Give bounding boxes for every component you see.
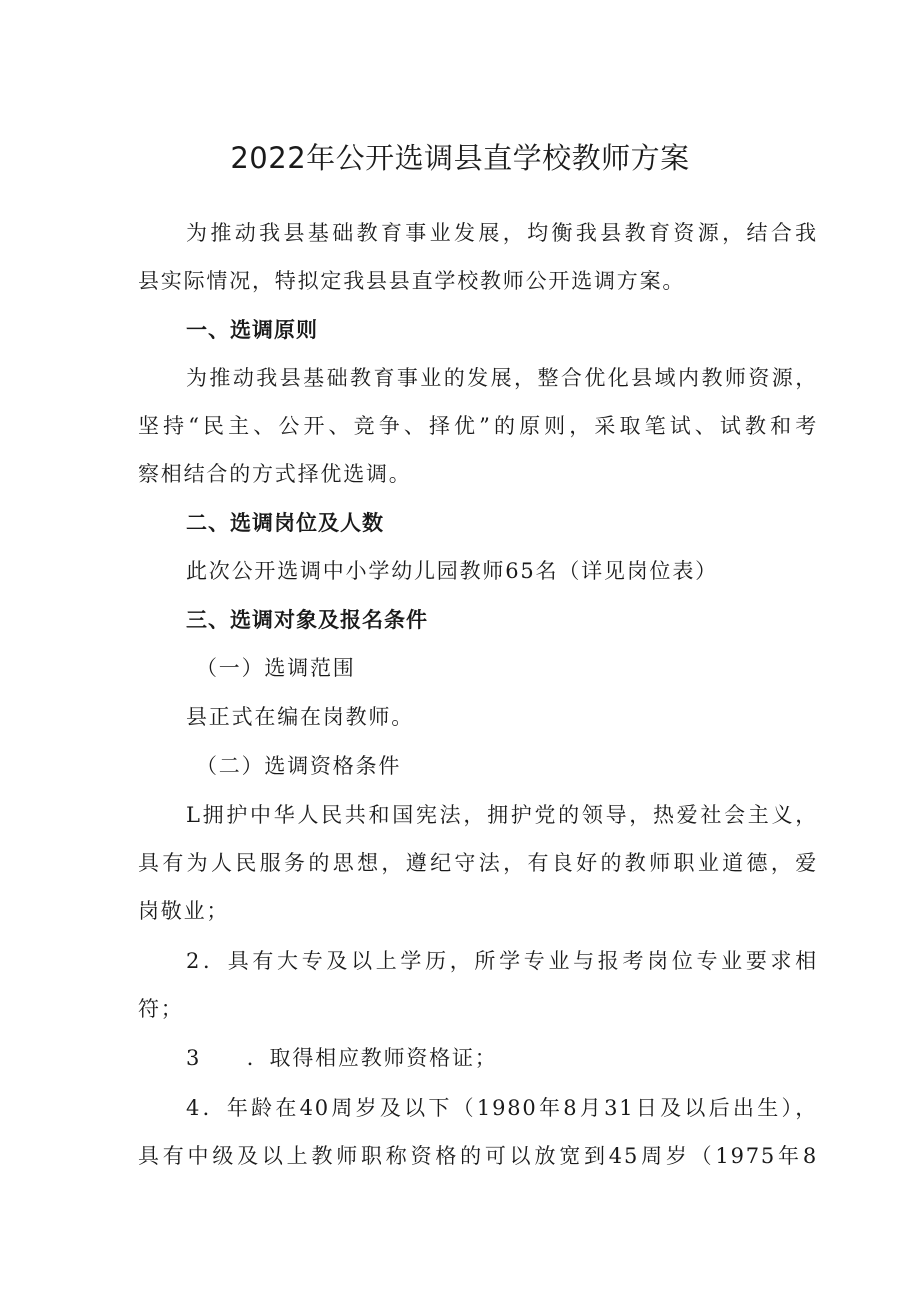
principles-paragraph-line-1: 为推动我县基础教育事业的发展，整合优化县域内教师资源， [186,366,818,390]
section-heading-principles: 一、选调原则 [186,318,318,342]
qualification-4-line-1: 4．年龄在40周岁及以下（1980年8月31日及以后出生）， [186,1096,818,1120]
principles-paragraph-line-2: 坚持“民主、公开、竞争、择优”的原则，采取笔试、试教和考 [138,414,818,438]
qualification-1-line-2: 具有为人民服务的思想，遵纪守法，有良好的教师职业道德，爱 [138,851,818,875]
intro-paragraph-line-1: 为推动我县基础教育事业发展，均衡我县教育资源，结合我 [186,221,818,245]
positions-paragraph: 此次公开选调中小学幼儿园教师65名（详见岗位表） [186,559,718,583]
qualification-1-line-3: 岗敬业； [138,899,230,923]
subheading-scope: （一）选调范围 [196,656,356,680]
qualification-4-line-2: 具有中级及以上教师职称资格的可以放宽到45周岁（1975年8 [138,1144,818,1168]
scope-paragraph: 县正式在编在岗教师。 [186,705,414,729]
qualification-2-line-1: 2．具有大专及以上学历，所学专业与报考岗位专业要求相 [186,949,818,973]
section-heading-positions: 二、选调岗位及人数 [186,511,384,535]
subheading-qualifications: （二）选调资格条件 [196,754,402,778]
intro-paragraph-line-2: 县实际情况，特拟定我县县直学校教师公开选调方案。 [138,269,686,293]
section-heading-eligibility: 三、选调对象及报名条件 [186,608,428,632]
qualification-2-line-2: 符； [138,997,184,1021]
principles-paragraph-line-3: 察相结合的方式择优选调。 [138,462,412,486]
qualification-1-line-1: L拥护中华人民共和国宪法，拥护党的领导，热爱社会主义， [186,803,818,827]
qualification-3: 3 ．取得相应教师资格证； [186,1046,498,1070]
document-title: 2022年公开选调县直学校教师方案 [230,141,690,175]
